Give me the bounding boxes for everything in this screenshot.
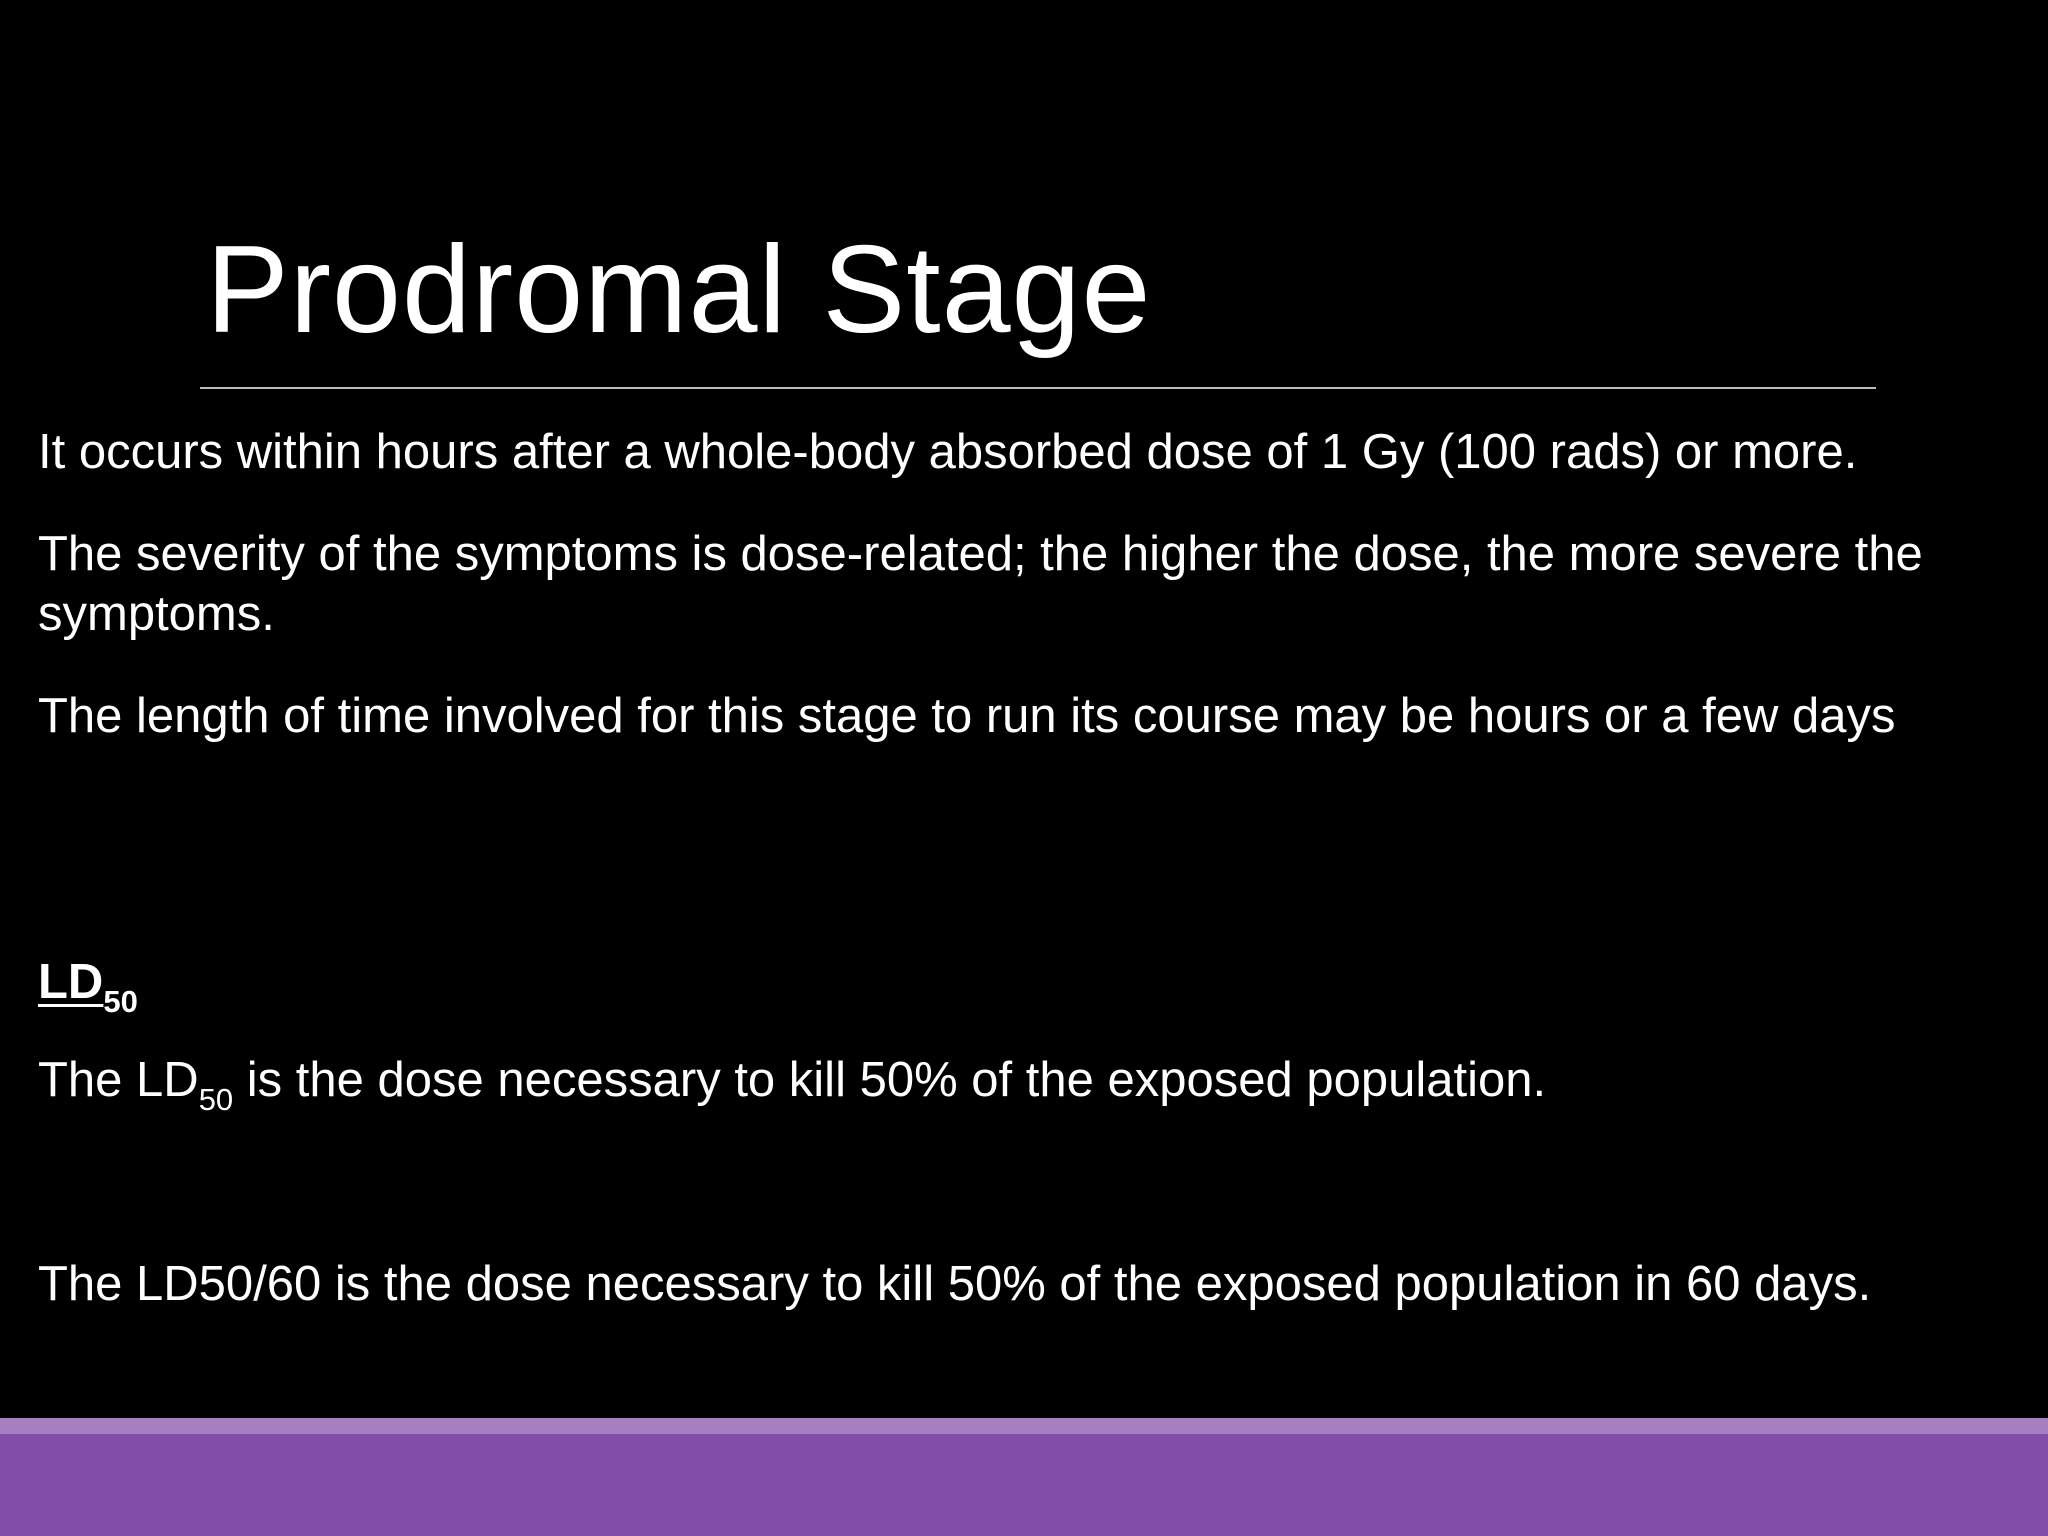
paragraph-onset: It occurs within hours after a whole-body absorbed dose of 1 Gy (100 rads) or more. [38, 425, 1858, 479]
ld50-definition-suffix: is the dose necessary to kill 50% of the exposed population. [233, 1053, 1547, 1107]
ld50-definition-prefix: The LD [38, 1053, 199, 1107]
ld50-heading-subscript: 50 [103, 984, 138, 1019]
footer-band [0, 1434, 2048, 1536]
ld50-definition-subscript: 50 [198, 1082, 234, 1117]
ld50-60-definition: The LD50/60 is the dose necessary to kill 50% of the exposed population in 60 days. [38, 1257, 1872, 1311]
footer-band-highlight [0, 1418, 2048, 1434]
ld50-heading-base: LD [38, 955, 104, 1009]
ld50-definition [38, 1050, 2028, 1117]
paragraph-severity: The severity of the symptoms is dose-related; the higher the dose, the more severe the symptoms. [38, 527, 1923, 641]
paragraph-duration: The length of time involved for this stage to run its course may be hours or a few days [38, 689, 1896, 743]
slide-title: Prodromal Stage [206, 221, 1152, 359]
ld50-heading [38, 952, 2028, 1019]
title-divider [200, 387, 1876, 389]
